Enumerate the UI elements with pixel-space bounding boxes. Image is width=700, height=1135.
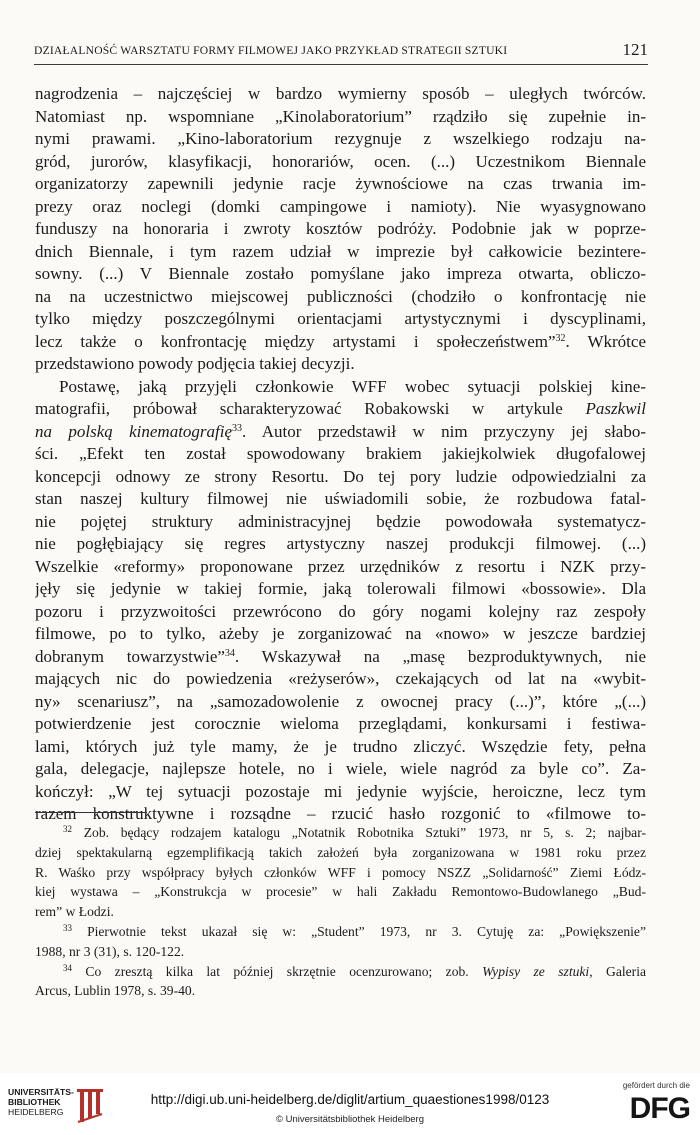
footnote-text: Zob. będący rodzajem katalogu „Notatnik Robotnika Sztuki” 1973, nr 5, s. 2; najbar- (83, 825, 646, 840)
body-line (35, 331, 646, 354)
body-line: lami, których już tyle mamy, że je trudno zliczyć. Wszędzie fety, pełna (35, 736, 646, 756)
footnote-34-line: Arcus, Lublin 1978, s. 39-40. (35, 983, 196, 999)
body-line: dnich Biennale, i tym razem udział w imprezie był całkowicie bezintere- (35, 241, 646, 261)
dfg-logo[interactable] (610, 1081, 690, 1129)
library-name-line: BIBLIOTHEK (8, 1097, 61, 1107)
body-line: pozoru i przyzwoitości przewrócono do góry nogami kolejny raz zespoły (35, 601, 646, 621)
footnote-33-line (35, 922, 646, 942)
body-line: na na uczestnictwo miejscowej publiczności (chodziło o konfrontację nie (35, 286, 646, 306)
body-line-text: dobranym towarzystwie” (35, 646, 225, 666)
body-line: gala, delegacje, najlepsze hotele, no i wiele, wiele nagród za byle co”. Za- (35, 759, 646, 778)
body-line: stan naszej kultury filmowej nie uświadomili sobie, że rozbudowa fatal- (35, 489, 646, 508)
funding-caption: gefördert durch die (622, 1081, 690, 1090)
footnote-text: Co zresztą kilka lat później skrzętnie ocenzurowano; zob. (85, 963, 483, 979)
book-title: Wypisy ze sztuki (482, 963, 590, 979)
body-line-text: lecz także o konfrontację między artystami i społeczeństwem” (35, 331, 556, 351)
body-line-tail: . Wskazywał na „masę bezproduktywnych, nie (234, 646, 646, 666)
body-line: filmowe, po to tylko, ażeby je zorganizować na «nowo» w jeszcze bardziej (35, 624, 646, 643)
footer (0, 1073, 700, 1135)
footnote-ref-33[interactable]: 33 (232, 422, 243, 434)
body-line: sowny. (...) V Biennale zostało pomyślane jako impreza otwarta, obliczo- (35, 264, 646, 283)
footnote-number: 34 (63, 962, 72, 973)
body-line-text: matografii, próbował scharakteryzować Robakowski w artykule (35, 399, 586, 418)
library-name-line: HEIDELBERG (8, 1107, 64, 1117)
body-line-tail: . Wkrótce (565, 331, 646, 351)
footnote-34-line (35, 962, 646, 982)
body-line: prezy oraz noclegi (domki campingowe i namioty). Nie wyasygnowano (35, 196, 646, 216)
body-line: Postawę, jaką przyjęli członkowie WFF wobec sytuacji polskiej kine- (59, 376, 646, 396)
body-line: jęły się jedynie w takiej formie, jaką tolerowali filmowi «bossowie». Dla (35, 579, 646, 598)
body-line (35, 398, 646, 421)
footnote-32-line: rem” w Łodzi. (35, 904, 114, 920)
body-line: gród, jurorów, klasyfikacji, honorariów, ocen. (...) Uczestnikom Biennale (35, 151, 646, 171)
footnote-text: Pierwotnie tekst ukazał się w: „Student” 1973, nr 3. Cytuję za: „Powiększenie” (87, 923, 646, 939)
footnote-33-line: 1988, nr 3 (31), s. 120-122. (35, 943, 185, 959)
footnote-32-line: kiej wystawa – „Konstrukcja w procesie” w hali Zakładu Remontowo-Budowlanego „Bud- (35, 884, 646, 900)
body-line: nagrodzenia – najczęściej w bardzo wymierny sposób – uległych twórców. (35, 84, 646, 103)
body-line: ści. „Efekt ten został spowodowany brakiem jakiejkolwiek długofalowej (35, 444, 646, 463)
body-line: razem konstruktywne i rozsądne – rzucić hasło rozgonić to «filmowe to- (35, 804, 646, 823)
footnote-number: 33 (63, 922, 72, 933)
running-head (34, 40, 648, 62)
body-line: Natomiast np. wspomniane „Kinolaboratorium” rządziło się zupełnie in- (35, 106, 646, 126)
body-text (35, 83, 646, 826)
body-line (35, 421, 646, 444)
library-name-line: UNIVERSITÄTS- (8, 1087, 74, 1097)
body-line: tylko między poszczególnymi orientacjami artystycznymi i dyscyplinami, (35, 309, 646, 328)
body-line: kończył: „W tej sytuacji pozostaje mi jedynie wyjście, heroiczne, lecz tym (35, 781, 646, 801)
body-line: nie pojętej struktury administracyjnej będzie powodowała systematycz- (35, 511, 646, 531)
footnotes (35, 823, 646, 1001)
body-line: organizatorzy zapewnili jedynie racje żywnościowe na czas trwania im- (35, 174, 646, 193)
body-line-tail: . Autor przedstawił w nim przyczyny jej słabo- (242, 421, 646, 441)
footnote-32-line: dziej spektakularną egzemplifikacją takich założeń była zorganizowana w 1981 roku przez (35, 844, 646, 860)
body-line: przedstawiono powody podjęcia takiej decyzji. (35, 354, 355, 373)
body-line: mających nic do powiedzenia «reżyserów», czekających od lat na «wybit- (35, 669, 646, 688)
body-line (35, 646, 646, 669)
copyright-notice: © Universitätsbibliothek Heidelberg (276, 1114, 424, 1125)
footnote-text: , Galeria (589, 963, 646, 979)
header-rule (34, 64, 648, 65)
body-line: potwierdzenie jest corocznie wieloma przeglądami, konkursami i festiwa- (35, 714, 646, 733)
footnote-32-line (35, 823, 646, 843)
body-line: nie pogłębiający się regres artystyczny naszej produkcji filmowej. (...) (35, 534, 646, 553)
page-number: 121 (622, 40, 648, 59)
footnote-ref-34[interactable]: 34 (224, 647, 235, 659)
body-line: nymi prawami. „Kino-laboratorium rezygnuje z wszelkiego rodzaju na- (35, 129, 646, 148)
running-title: DZIAŁALNOŚĆ WARSZTATU FORMY FILMOWEJ JAKO PRZYKŁAD STRATEGII SZTUKI (34, 44, 508, 57)
article-title-part1: Paszkwil (585, 399, 646, 418)
dfg-wordmark: DFG (629, 1092, 690, 1125)
body-line: koncepcji odnowy ze strony Resortu. Do tej pory ludzie odpowiedzialni za (35, 466, 646, 486)
body-line: funduszy na honoraria i zwroty kosztów podróży. Podobnie jak w poprze- (35, 219, 646, 238)
footnote-number: 32 (63, 824, 72, 834)
footnote-rule (35, 812, 147, 813)
footnote-32-line: R. Waśko przy współpracy byłych członków WFF i pomocy NSZZ „Solidarność” Ziemi Łódz- (35, 864, 646, 880)
body-line: Wszelkie «reformy» proponowane przez urzędników z resortu i NZK przy- (35, 556, 646, 576)
document-url-link[interactable]: http://digi.ub.uni-heidelberg.de/diglit/artium_quaestiones1998/0123 (150, 1092, 550, 1107)
body-line: ny» scenariusz”, na „samozadowolenie z owocnej pracy (...)”, które „(...) (35, 691, 646, 711)
footnote-ref-32[interactable]: 32 (555, 332, 566, 344)
article-title-part2: na polską kinematografię (35, 421, 233, 441)
